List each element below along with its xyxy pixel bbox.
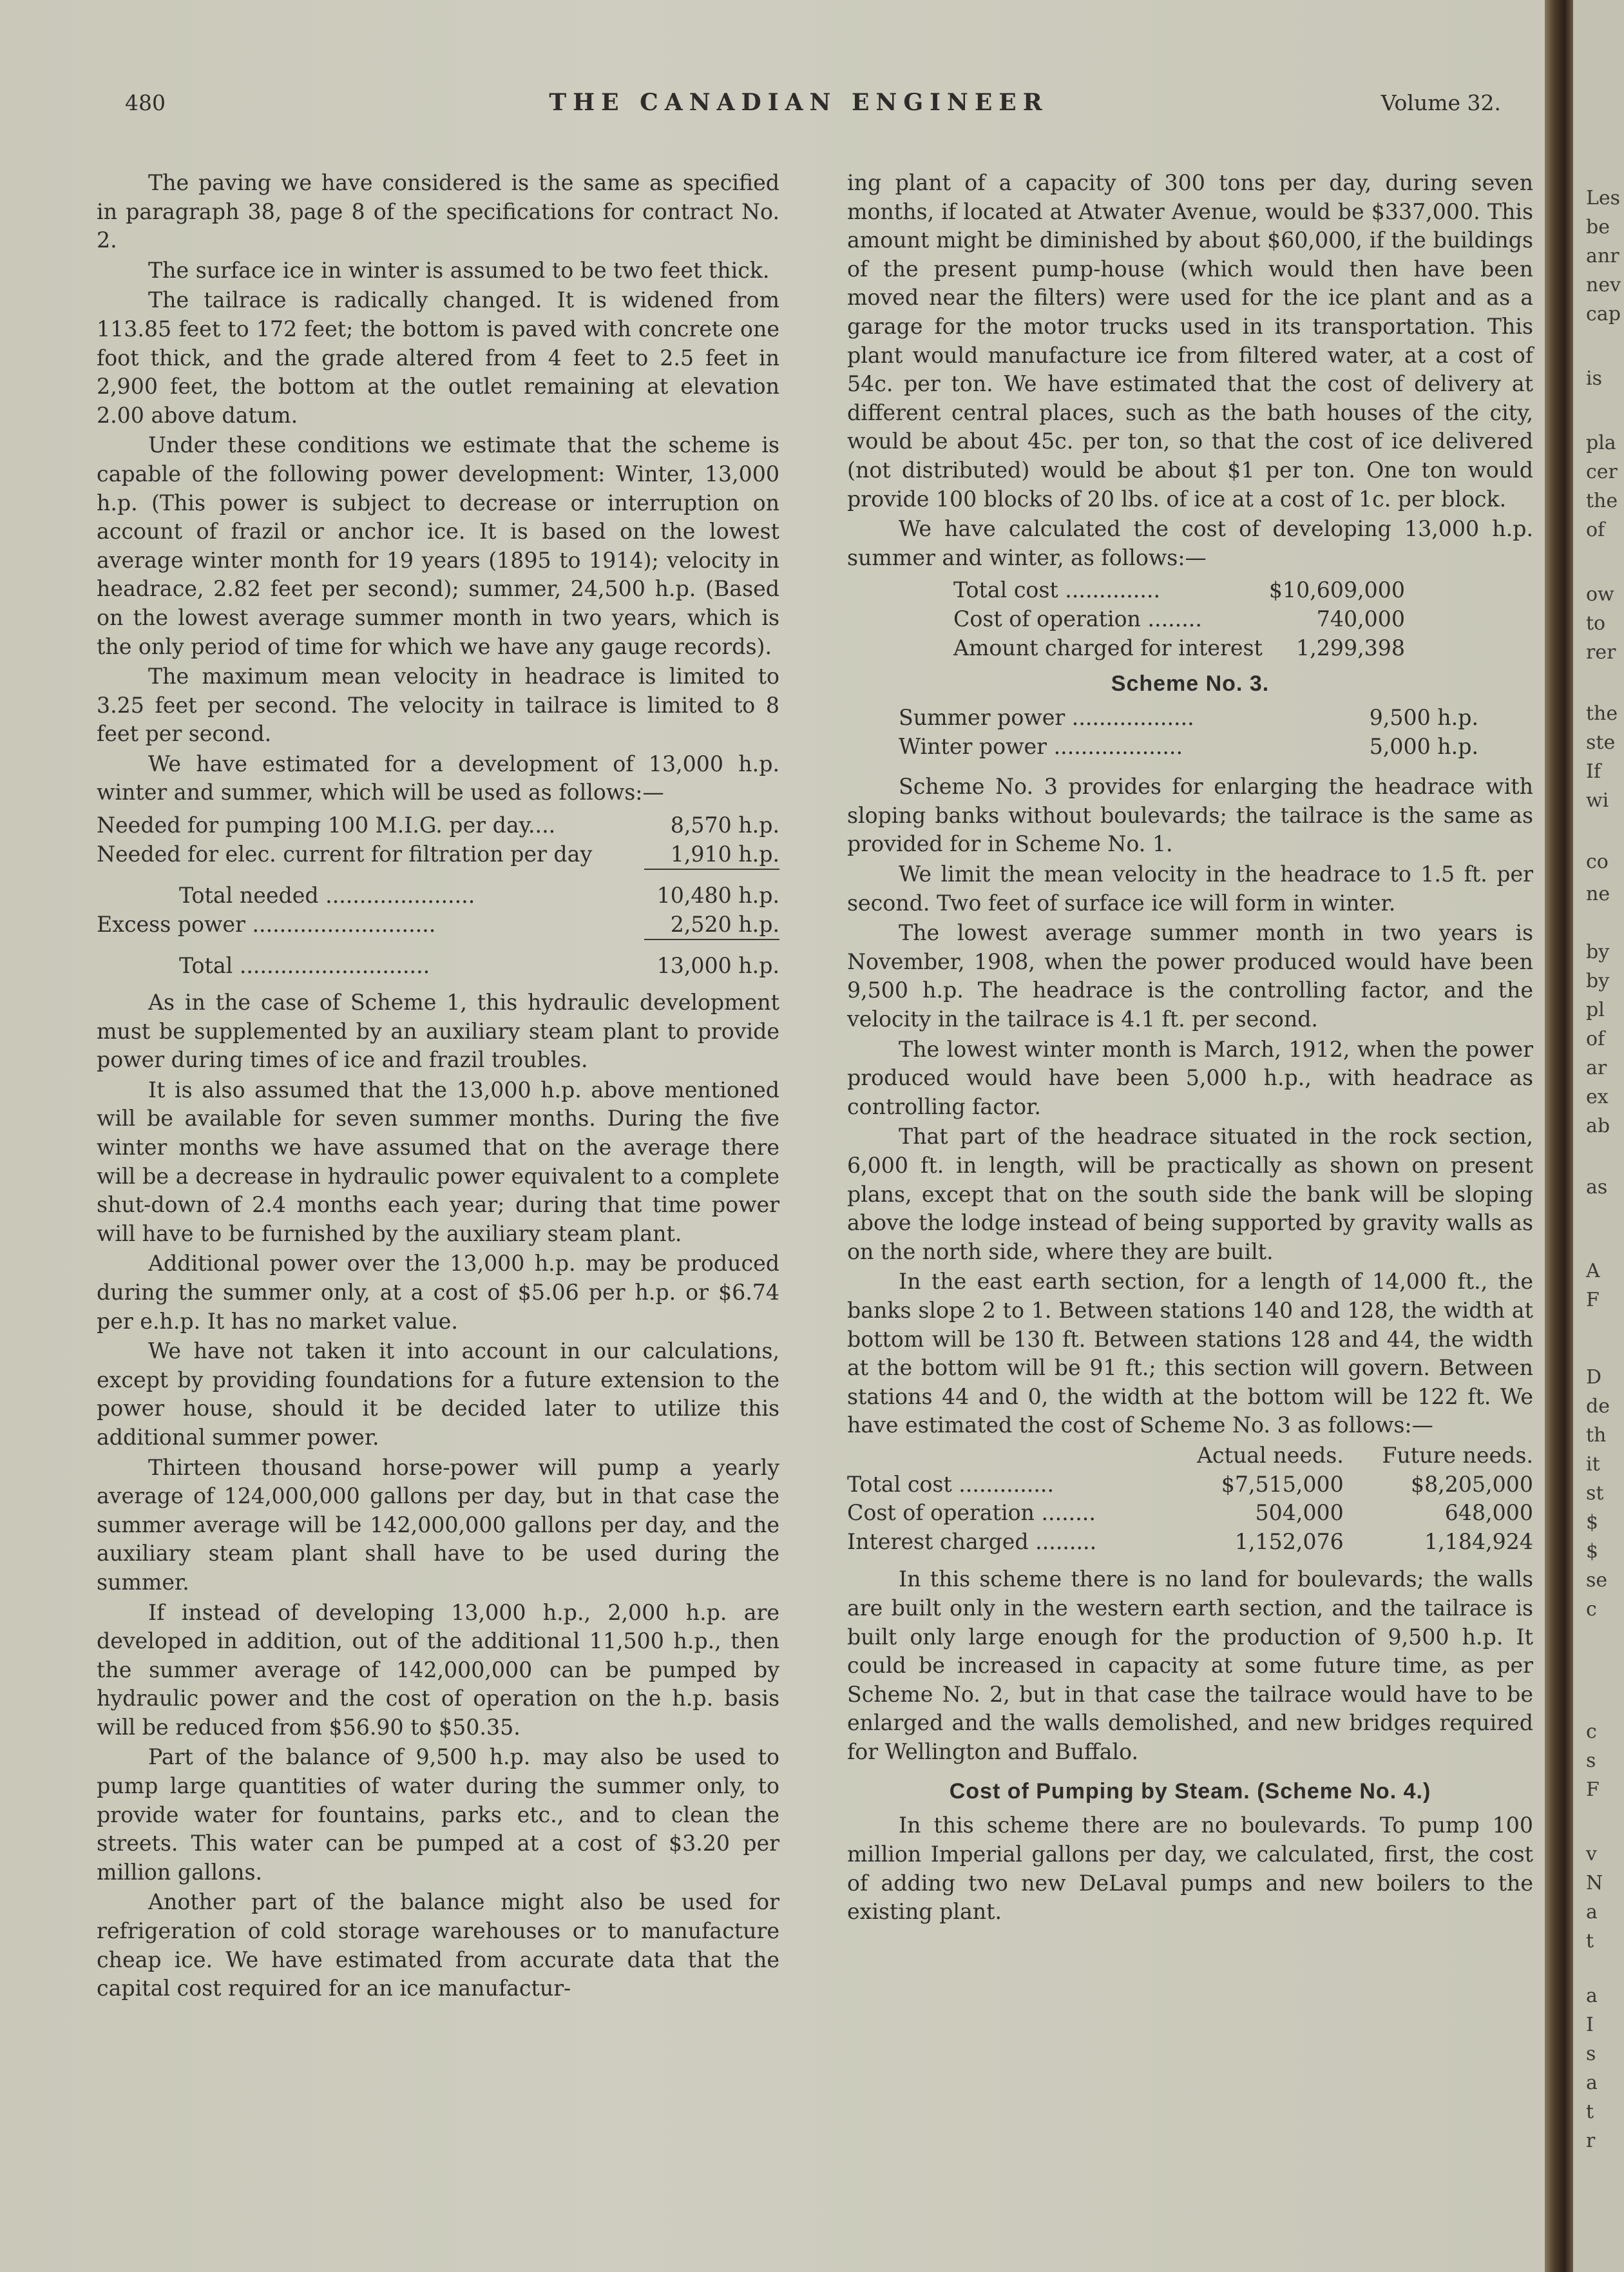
paragraph: Scheme No. 3 provides for enlarging the headrace with sloping banks without boulevards; the tailrace is the same as provided for in Scheme No. 1. xyxy=(847,774,1533,857)
adjacent-page-text-fragment: of xyxy=(1586,519,1605,541)
table-row xyxy=(97,811,779,840)
paragraph: Thirteen thousand horse-power will pump a yearly average of 124,000,000 gallons per day, but in that case the summer average will be 142,000,000 gallons per day, and the auxiliary steam plant shall have to be used during the summer. xyxy=(97,1454,779,1595)
row-label: Needed for elec. current for filtration per day xyxy=(97,842,593,867)
adjacent-page-text-fragment: N xyxy=(1586,1872,1603,1894)
adjacent-page-text-fragment: $ xyxy=(1586,1511,1599,1534)
table-row xyxy=(97,881,779,910)
row-label: Total cost .............. xyxy=(953,577,1161,603)
volume-label: Volume 32. xyxy=(1380,90,1501,115)
table-row xyxy=(953,605,1405,634)
adjacent-page-text-fragment: to xyxy=(1586,612,1606,635)
row-value: 10,480 h.p. xyxy=(656,883,779,909)
paragraph: The surface ice in winter is assumed to be two feet thick. xyxy=(148,257,770,283)
adjacent-page-text-fragment: be xyxy=(1586,216,1610,238)
adjacent-page-text-fragment: D xyxy=(1586,1366,1602,1389)
adjacent-page-text-fragment: rer xyxy=(1586,641,1616,664)
row-label: Total cost .............. xyxy=(847,1471,1055,1497)
adjacent-page-text-fragment: pla xyxy=(1586,432,1616,454)
adjacent-page-text-fragment: cer xyxy=(1586,461,1618,483)
paragraph: The maximum mean velocity in headrace is limited to 3.25 feet per second. The velocity in tailrace is limited to 8 feet per second. xyxy=(97,664,779,747)
table-row xyxy=(899,733,1478,762)
row-label: Total needed ...................... xyxy=(179,883,475,909)
scheme3-power-table xyxy=(899,704,1478,761)
row-value: 1,910 h.p. xyxy=(670,841,779,867)
paragraph: ing plant of a capacity of 300 tons per day, during seven months, if located at Atwater Avenue, would be $337,000. This amount might be diminished by about $60,000, if the buildings of the present pump-house (which would then have been moved near the filters) were used for the ice plant and as a garage for the motor trucks used in its transportation. This plant would manufacture ice from filtered water, at a cost of 54c. per ton. We have estimated that the cost of delivery at different central places, such as the bath houses of the city, would be about 45c. per ton, so that the cost of ice delivered (not distributed) would be about $1 per ton. One ton would provide 100 blocks of 20 lbs. of ice at a cost of 1c. per block. xyxy=(847,170,1533,512)
row-label: Needed for pumping 100 M.I.G. per day.... xyxy=(97,813,556,838)
paragraph: The lowest winter month is March, 1912, when the power produced would have been 5,000 h.p., with headrace as controlling factor. xyxy=(847,1036,1533,1119)
adjacent-page-text-fragment: anr xyxy=(1586,245,1619,267)
scheme2-cost-table xyxy=(953,576,1405,662)
adjacent-page-text-fragment: it xyxy=(1586,1453,1600,1476)
adjacent-page-text-fragment: th xyxy=(1586,1424,1607,1447)
row-label: Excess power ........................... xyxy=(97,912,436,938)
paragraph: If instead of developing 13,000 h.p., 2,000 h.p. are developed in addition, out of the additional 11,500 h.p., then the summer average of 142,000,000 can be pumped by hydraulic power and the cost of operation on the h.p. basis will be reduced from $56.90 to $50.35. xyxy=(97,1599,779,1740)
row-value: 8,570 h.p. xyxy=(670,813,779,838)
journal-title: THE CANADIAN ENGINEER xyxy=(549,89,1049,116)
row-label: Interest charged ......... xyxy=(847,1528,1097,1554)
book-gutter xyxy=(1545,0,1573,2272)
adjacent-page-text-fragment: by xyxy=(1586,970,1610,992)
adjacent-page-text-fragment: ne xyxy=(1586,883,1610,905)
paragraph: Part of the balance of 9,500 h.p. may also be used to pump large quantities of water during the summer only, to provide water for fountains, parks etc., and to clean the streets. This water can be pumped at a cost of $3.20 per million gallons. xyxy=(97,1744,779,1885)
table-row xyxy=(97,952,779,981)
table-row xyxy=(953,576,1405,605)
paragraph: We have not taken it into account in our calculations, except by providing foundations for a future extension to the power house, should it be decided later to utilize this additional summer power. xyxy=(97,1338,779,1450)
column-header: Actual needs. xyxy=(1197,1442,1344,1468)
adjacent-page-text-fragment: I xyxy=(1586,2014,1594,2036)
row-value: 504,000 xyxy=(1255,1500,1344,1526)
table-row xyxy=(847,1528,1533,1557)
table-row xyxy=(899,704,1478,733)
adjacent-page-text-fragment: ab xyxy=(1586,1115,1610,1137)
adjacent-page-text-fragment: a xyxy=(1586,2072,1598,2094)
adjacent-page-edge xyxy=(1573,0,1624,2272)
adjacent-page-text-fragment: co xyxy=(1586,851,1609,873)
paragraph: The paving we have considered is the same as specified in paragraph 38, page 8 of the specifications for contract No. 2. xyxy=(97,170,779,253)
adjacent-page-text-fragment: a xyxy=(1586,1985,1598,2007)
adjacent-page-text-fragment: by xyxy=(1586,941,1610,963)
adjacent-page-text-fragment: ex xyxy=(1586,1086,1609,1108)
scheme3-cost-table xyxy=(847,1441,1533,1556)
table-row xyxy=(847,1470,1533,1499)
paragraph: The tailrace is radically changed. It is widened from 113.85 feet to 172 feet; the bottom is paved with concrete one foot thick, and the grade altered from 4 feet to 2.5 feet in 2,900 feet, the bottom at the outlet remaining at elevation 2.00 above datum. xyxy=(97,287,779,428)
row-value: 9,500 h.p. xyxy=(1369,705,1478,731)
section-heading: Scheme No. 3. xyxy=(1111,671,1270,697)
paragraph: It is also assumed that the 13,000 h.p. above mentioned will be available for seven summer months. During the five winter months we have assumed that on the average there will be a decrease in hydraulic power equivalent to a complete shut-down of 2.4 months each year; during that time power will have to be furnished by the auxiliary steam plant. xyxy=(97,1077,779,1246)
adjacent-page-text-fragment: F xyxy=(1586,1289,1600,1311)
adjacent-page-text-fragment: c xyxy=(1586,1598,1597,1621)
adjacent-page-text-fragment: a xyxy=(1586,1901,1598,1923)
paragraph: In the east earth section, for a length of 14,000 ft., the banks slope 2 to 1. Between stations 140 and 128, the width at bottom will be 130 ft. Between stations 128 and 44, the width at the bottom will be 91 ft.; this section will govern. Between stations 44 and 0, the width at the bottom will be 122 ft. We have estimated the cost of Scheme No. 3 as follows:— xyxy=(847,1269,1533,1438)
paragraph: In this scheme there is no land for boulevards; the walls are built only in the western earth section, and the tailrace is built only large enough for the production of 9,500 h.p. It could be increased in capacity at some future time, as per Scheme No. 2, but in that case the tailrace would have to be enlarged and the walls demolished, and new bridges required for Wellington and Buffalo. xyxy=(847,1566,1533,1764)
adjacent-page-text-fragment: Les xyxy=(1586,187,1621,209)
adjacent-page-text-fragment: the xyxy=(1586,702,1618,725)
left-column xyxy=(97,169,779,2005)
adjacent-page-text-fragment: c xyxy=(1586,1720,1597,1743)
page-header xyxy=(97,90,1501,122)
adjacent-page-text-fragment: A xyxy=(1586,1260,1600,1282)
adjacent-page-text-fragment: s xyxy=(1586,1749,1596,1772)
section-heading: Cost of Pumping by Steam. (Scheme No. 4.) xyxy=(949,1779,1431,1804)
adjacent-page-text-fragment: nev xyxy=(1586,274,1621,296)
adjacent-page-text-fragment: as xyxy=(1586,1176,1608,1199)
adjacent-page-text-fragment: ow xyxy=(1586,583,1614,606)
adjacent-page-text-fragment: r xyxy=(1586,2130,1596,2152)
adjacent-page-text-fragment: t xyxy=(1586,1930,1594,1952)
adjacent-page-text-fragment: se xyxy=(1586,1569,1608,1592)
column-header: Future needs. xyxy=(1382,1442,1533,1468)
paragraph: Under these conditions we estimate that the scheme is capable of the following power development: Winter, 13,000 h.p. (This power is subject to decrease or interruption on account of frazil or anchor ice. It is based on the lowest average winter month for 19 years (1895 to 1914); velocity in headrace, 2.82 feet per second); summer, 24,500 h.p. (Based on the lowest average summer month in two years, which is the only period of time for which we have any gauge records). xyxy=(97,432,779,659)
paragraph: Additional power over the 13,000 h.p. may be produced during the summer only, at a cost of $5.06 per h.p. or $6.74 per e.h.p. It has no market value. xyxy=(97,1251,779,1334)
adjacent-page-text-fragment: cap xyxy=(1586,303,1621,325)
adjacent-page-text-fragment: st xyxy=(1586,1482,1604,1505)
adjacent-page-text-fragment: F xyxy=(1586,1778,1600,1801)
row-value: 13,000 h.p. xyxy=(656,953,779,979)
paragraph: We have estimated for a development of 13,000 h.p. winter and summer, which will be used as follows:— xyxy=(97,751,779,805)
right-column xyxy=(847,169,1533,1928)
paragraph: In this scheme there are no boulevards. To pump 100 million Imperial gallons per day, we calculated, first, the cost of adding two new DeLaval pumps and new boilers to the existing plant. xyxy=(847,1813,1533,1925)
paragraph: As in the case of Scheme 1, this hydraulic development must be supplemented by an auxiliary steam plant to provide power during times of ice and frazil troubles. xyxy=(97,990,779,1073)
adjacent-page-text-fragment: s xyxy=(1586,2043,1596,2065)
table-header-row xyxy=(847,1441,1533,1470)
paragraph: The lowest average summer month in two years is November, 1908, when the power produced would have been 9,500 h.p. The headrace is the controlling factor, and the velocity in the tailrace is 4.1 ft. per second. xyxy=(847,920,1533,1032)
row-value: 2,520 h.p. xyxy=(670,911,779,937)
row-label: Winter power ................... xyxy=(899,733,1183,759)
row-value: 5,000 h.p. xyxy=(1369,733,1478,759)
paragraph: We have calculated the cost of developing 13,000 h.p. summer and winter, as follows:— xyxy=(847,516,1533,570)
row-label: Amount charged for interest xyxy=(953,635,1263,660)
row-label: Cost of operation ........ xyxy=(953,606,1202,631)
table-row xyxy=(97,840,779,870)
row-value: $10,609,000 xyxy=(1268,577,1405,603)
adjacent-page-text-fragment: de xyxy=(1586,1395,1610,1418)
paragraph: That part of the headrace situated in the rock section, 6,000 ft. in length, will be practically as shown on present plans, except that on the south side the bank will be sloping above the lodge instead of being supported by gravity walls as on the north side, where they are built. xyxy=(847,1124,1533,1264)
row-label: Total ............................ xyxy=(179,953,430,979)
table-row xyxy=(97,910,779,940)
adjacent-page-text-fragment: of xyxy=(1586,1028,1605,1050)
row-value: 1,152,076 xyxy=(1234,1528,1344,1554)
row-value: 648,000 xyxy=(1444,1500,1533,1526)
adjacent-page-text-fragment: If xyxy=(1586,760,1601,783)
adjacent-page-text-fragment: t xyxy=(1586,2101,1594,2123)
row-value: 1,184,924 xyxy=(1424,1528,1533,1554)
row-value: 1,299,398 xyxy=(1296,635,1405,660)
row-value: $8,205,000 xyxy=(1410,1471,1533,1497)
adjacent-page-text-fragment: v xyxy=(1586,1843,1597,1865)
page-number: 480 xyxy=(125,90,166,115)
adjacent-page-text-fragment: $ xyxy=(1586,1540,1599,1563)
row-label: Cost of operation ........ xyxy=(847,1500,1096,1526)
table-row xyxy=(847,1499,1533,1528)
table-row xyxy=(953,634,1405,663)
adjacent-page-text-fragment: wi xyxy=(1586,789,1609,812)
adjacent-page-text-fragment: the xyxy=(1586,490,1618,512)
paragraph: We limit the mean velocity in the headrace to 1.5 ft. per second. Two feet of surface ice will form in winter. xyxy=(847,862,1533,916)
power-use-table xyxy=(97,811,779,981)
adjacent-page-text-fragment: ar xyxy=(1586,1057,1607,1079)
adjacent-page-text-fragment: ste xyxy=(1586,731,1616,754)
row-label: Summer power .................. xyxy=(899,705,1194,731)
row-value: 740,000 xyxy=(1316,606,1405,631)
adjacent-page-text-fragment: pl xyxy=(1586,999,1605,1021)
paragraph: Another part of the balance might also be used for refrigeration of cold storage warehouses or to manufacture cheap ice. We have estimated from accurate data that the capital cost required for an ice manufactur- xyxy=(97,1889,779,2001)
adjacent-page-text-fragment: is xyxy=(1586,367,1602,390)
row-value: $7,515,000 xyxy=(1221,1471,1344,1497)
